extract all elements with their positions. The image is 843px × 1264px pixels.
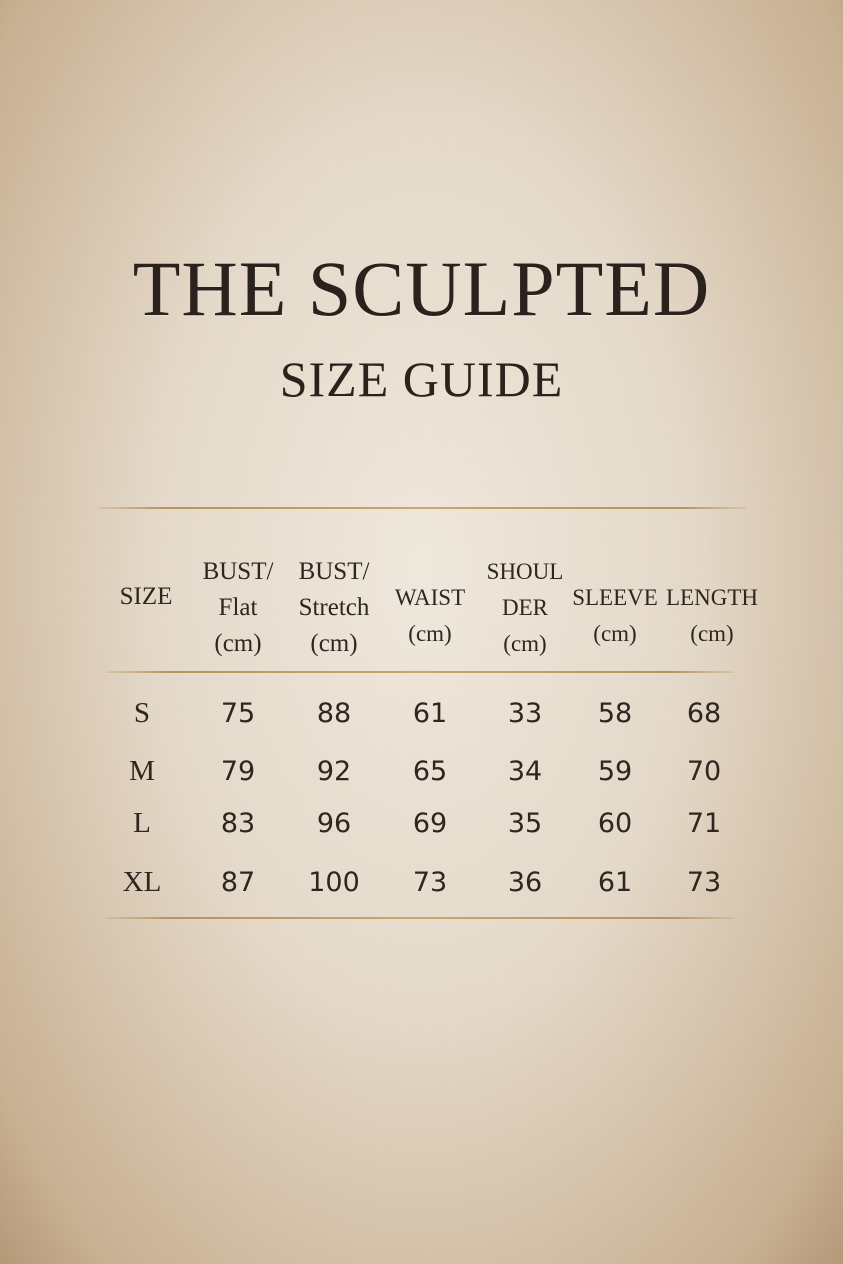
header-waist: WAIST (cm) (394, 585, 466, 646)
cell-l-sleeve: 60 (597, 808, 633, 839)
size-label-m: M (129, 755, 155, 787)
cell-s-bust-stretch: 88 (316, 698, 352, 729)
size-label-xl: XL (122, 866, 162, 898)
cell-l-shoulder: 35 (507, 808, 543, 839)
cell-l-bust-flat: 83 (220, 808, 256, 839)
cell-xl-shoulder: 36 (507, 867, 543, 898)
header-bust-flat: BUST/ Flat (cm) (202, 558, 274, 657)
header-sleeve: SLEEVE (cm) (572, 585, 658, 646)
cell-xl-bust-stretch: 100 (308, 867, 360, 898)
header-divider (106, 671, 734, 673)
cell-s-length: 68 (686, 698, 722, 729)
cell-s-bust-flat: 75 (220, 698, 256, 729)
size-label-s: S (133, 697, 151, 729)
header-length: LENGTH (cm) (666, 585, 758, 646)
header-size: SIZE (119, 583, 173, 610)
cell-s-shoulder: 33 (507, 698, 543, 729)
top-divider (98, 507, 746, 509)
cell-m-length: 70 (686, 756, 722, 787)
header-shoulder: SHOUL DER (cm) (486, 559, 564, 656)
cell-xl-length: 73 (686, 867, 722, 898)
bottom-divider (106, 917, 734, 919)
cell-l-bust-stretch: 96 (316, 808, 352, 839)
cell-xl-bust-flat: 87 (220, 867, 256, 898)
cell-m-waist: 65 (412, 756, 448, 787)
cell-m-sleeve: 59 (597, 756, 633, 787)
cell-l-length: 71 (686, 808, 722, 839)
cell-m-bust-stretch: 92 (316, 756, 352, 787)
cell-l-waist: 69 (412, 808, 448, 839)
header-bust-stretch: BUST/ Stretch (cm) (298, 558, 370, 657)
page-title: THE SCULPTED (132, 245, 711, 332)
cell-s-waist: 61 (412, 698, 448, 729)
cell-xl-sleeve: 61 (597, 867, 633, 898)
cell-m-bust-flat: 79 (220, 756, 256, 787)
cell-s-sleeve: 58 (597, 698, 633, 729)
cell-m-shoulder: 34 (507, 756, 543, 787)
page-subtitle: SIZE GUIDE (279, 351, 564, 407)
cell-xl-waist: 73 (412, 867, 448, 898)
size-label-l: L (133, 807, 151, 839)
